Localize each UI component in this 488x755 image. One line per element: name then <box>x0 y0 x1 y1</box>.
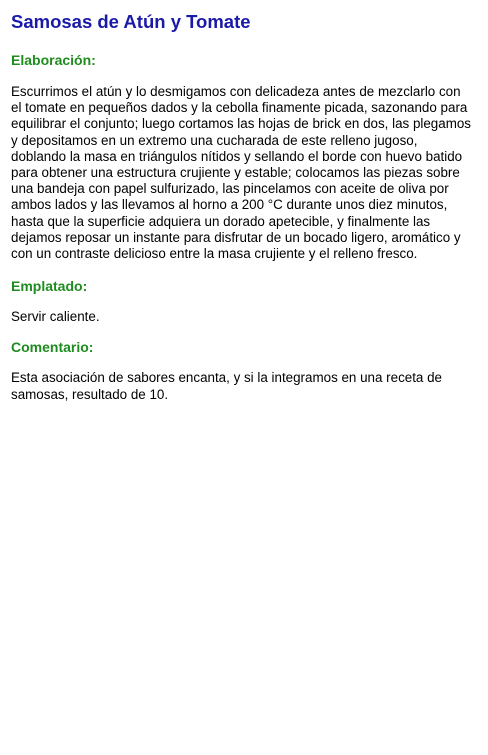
emplatado-text: Servir caliente. <box>11 309 100 325</box>
elaboracion-heading: Elaboración: <box>11 52 96 68</box>
emplatado-heading: Emplatado: <box>11 278 88 295</box>
elaboracion-text: Escurrimos el atún y lo desmigamos con delicadeza antes de mezclarlo con el tomate en pequeños dados y la cebolla finamente picada, sazonando para equilibrar el conjunto; luego cortamos las hojas de brick en dos, las plegamos y depositamos en un extremo una cucharada de este relleno jugoso, doblando la masa en triángulos nítidos y sellando el borde con huevo batido para obtener una estructura crujiente y estable; colocamos las piezas sobre una bandeja con papel sulfurizado, las pincelamos con aceite de oliva por ambos lados y las llevamos al horno a 200 °C durante unos diez minutos, hasta que la superficie adquiera un dorado apetecible, y finalmente las dejamos reposar un instante para disfrutar de un bocado ligero, aromático y con un contraste delicioso entre la masa crujiente y el relleno fresco. <box>11 84 472 262</box>
comentario-text: Esta asociación de sabores encanta, y si la integramos en una receta de samosas, resultado de 10. <box>11 370 442 402</box>
recipe-title: Samosas de Atún y Tomate <box>11 11 251 32</box>
comentario-heading: Comentario: <box>11 339 94 356</box>
